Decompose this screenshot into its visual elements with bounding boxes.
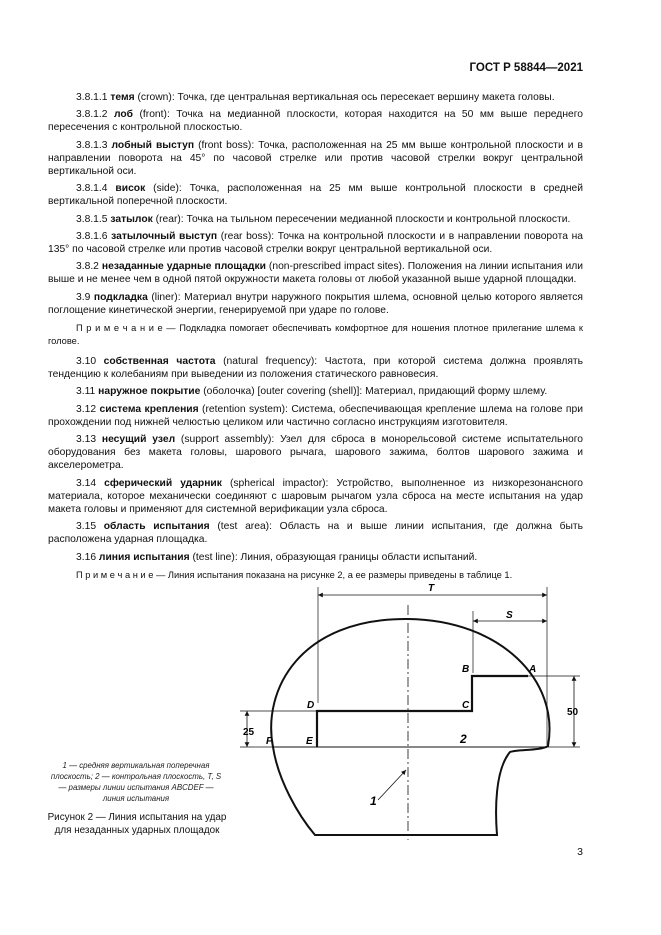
definition-text: (support assembly): Узел для сброса в монорельсовой системе испытательного оборудования без макета головы, шарового рычага, шарового зажима, болтов шарового зажима и акселерометра. [48,434,583,472]
definition-text: (rear boss): Точка на контрольной плоскости и в направлении поворота на 135° по часовой стрелке или против часовой стрелки вокруг центральной вертикальной оси. [48,230,583,256]
definition-paragraph [48,385,583,398]
term: собственная частота [103,356,216,368]
definition-text: (side): Точка, расположенная на 25 мм выше контрольной плоскости в средней вертикальной поперечной плоскости. [48,183,583,208]
page-number: 3 [577,846,583,858]
term: несущий узел [101,434,176,446]
definitions-group-2 [48,355,583,564]
label-2: 2 [460,732,467,746]
note-label: П р и м е ч а н и е [76,323,163,334]
clause-number: 3.15 [76,521,97,533]
definition-paragraph [48,355,583,381]
clause-number: 3.8.2 [76,261,99,273]
leader-1 [378,770,406,800]
document-body [48,91,583,589]
label-c: C [462,700,470,711]
definition-paragraph [48,260,583,286]
definition-text: (front): Точка на медианной плоскости, которая находится на 50 мм выше переднего пересечения с контрольной плоскостью. [48,109,583,134]
label-d: D [307,700,315,711]
term: система крепления [99,403,199,415]
term: область испытания [103,521,210,533]
definition-paragraph [48,433,583,473]
clause-number: 3.16 [76,551,97,563]
definition-text: (test line): Линия, образующая границы области испытаний. [189,551,478,563]
definition-text: (оболочка) [outer covering (shell)]: Материал, придающий форму шлему. [200,386,548,398]
definition-text: (test area): Область на и выше линии испытания, где должна быть расположена ударная площадка. [48,521,583,546]
clause-number: 3.8.1.5 [76,213,108,225]
note-liner [48,322,583,347]
definition-paragraph [48,139,583,179]
clause-number: 3.14 [76,477,97,489]
term: лобный выступ [111,139,195,151]
label-t: T [428,583,435,594]
label-e: E [306,736,313,747]
definition-text: (retention system): Система, обеспечивающая крепление шлема на голове при прохождении под нижней челюстью целиком или частично согласно инструкциям изготовителя. [48,403,583,428]
definition-text: (liner): Материал внутри наружного покрытия шлема, основной целью которого является поглощение кинетической энергии, генерируемой при ударе по голове. [48,291,583,316]
clause-number: 3.12 [76,403,97,415]
term: сферический ударник [104,477,222,489]
definition-text: (front boss): Точка, расположенная на 25 мм выше контрольной плоскости и в направлении поворота на 45° по часовой стрелке или против часовой стрелки вокруг центральной вертикальной оси. [48,139,583,178]
document-header: ГОСТ Р 58844—2021 [469,62,583,74]
test-line-abcdef [317,676,528,747]
definition-text: (natural frequency): Частота, при которой система должна проявлять тенденцию к колебаниям при выведении из положения статического равновесия. [48,356,583,381]
definition-text: (crown): Точка, где центральная вертикальная ось пересекает вершину макета головы. [134,92,555,103]
definitions-group-1 [48,91,583,317]
figure-legend: 1 — средняя вертикальная поперечная плоскость; 2 — контрольная плоскость, T, S — размеры линии испытания ABCDEF — линия испытания [50,761,222,803]
definition-text: (spherical impactor): Устройство, выполненное из низкорезонансного материала, которое механически соединяют с шаровым рычагом узла сброса на месте испытания на удар макета головы и применяют для системной верификации узла сброса. [48,477,583,516]
definition-paragraph [48,213,583,226]
term: затылок [110,213,153,225]
clause-number: 3.8.1.6 [76,230,108,242]
term: висок [115,183,146,195]
note-text: — Линия испытания показана на рисунке 2, а ее размеры приведены в таблице 1. [153,569,513,580]
definition-paragraph [48,230,583,256]
clause-number: 3.11 [76,386,96,398]
definition-text: (non-prescribed impact sites). Положения на линии испытания или выше и не менее чем в одной пятой окружности макета головы от любой указанной выше ударной площадки. [48,261,583,286]
headform-outline [271,619,549,835]
note-label: П р и м е ч а н и е [76,569,154,580]
clause-number: 3.8.1.2 [76,109,108,121]
label-1: 1 [370,794,377,808]
term: незаданные ударные площадки [101,261,266,273]
note-text: — Подкладка помогает обеспечивать комфортное для ношения плотное прилегание шлема к голове. [48,323,583,346]
definition-paragraph [48,108,583,134]
label-b: B [462,664,470,675]
definition-paragraph [48,477,583,517]
definition-paragraph [48,291,583,317]
label-f: F [266,736,273,747]
definition-paragraph [48,91,583,104]
term: затылочный выступ [111,230,218,242]
clause-number: 3.13 [76,434,97,446]
definition-paragraph [48,182,583,208]
clause-number: 3.10 [76,356,97,368]
definition-paragraph [48,403,583,429]
clause-number: 3.8.1.1 [76,92,108,103]
term: подкладка [93,291,148,303]
definition-paragraph [48,520,583,546]
definition-text: (rear): Точка на тыльном пересечении медианной плоскости и контрольной плоскости. [152,213,571,225]
clause-number: 3.9 [76,291,91,303]
definition-paragraph [48,551,583,564]
figure-caption: Рисунок 2 — Линия испытания на удар для незаданных ударных площадок [47,812,227,836]
label-s: S [506,610,513,621]
term: темя [110,92,135,103]
label-dim-25: 25 [243,727,255,738]
clause-number: 3.8.1.3 [76,139,108,151]
label-a: A [529,664,537,675]
clause-number: 3.8.1.4 [76,183,108,195]
term: наружное покрытие [98,386,201,398]
term: линия испытания [98,551,190,563]
label-dim-50: 50 [567,707,579,718]
term: лоб [113,109,134,121]
